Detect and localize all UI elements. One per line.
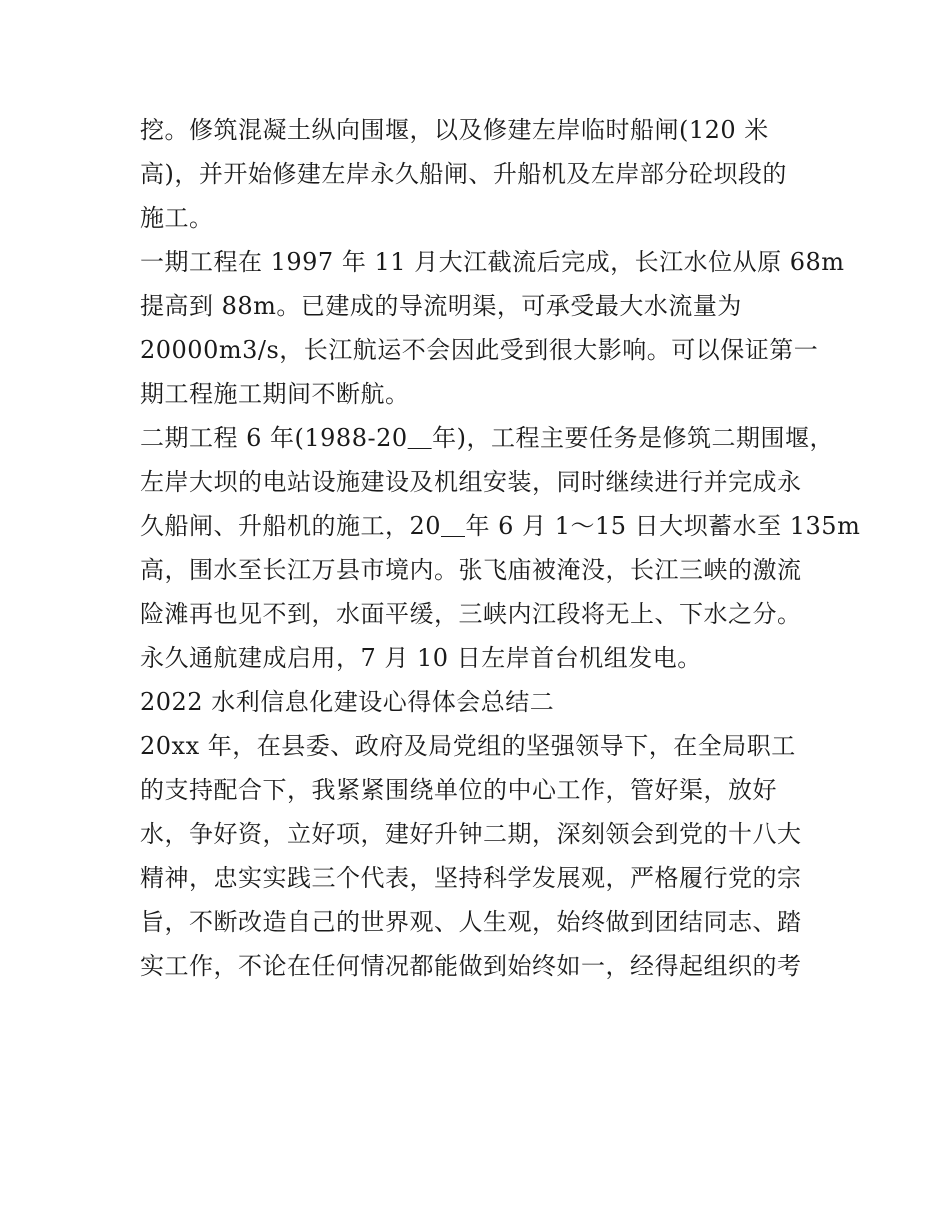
text-line: 旨，不断改造自己的世界观、人生观，始终做到团结同志、踏: [140, 908, 802, 936]
text-line: 水，争好资，立好项，建好升钟二期，深刻领会到党的十八大: [140, 820, 802, 848]
text-line: 二期工程 6 年(1988-20＿年)，工程主要任务是修筑二期围堰，: [140, 424, 834, 452]
text-line: 提高到 88m。已建成的导流明渠，可承受最大水流量为: [140, 292, 742, 320]
text-line: 高)，并开始修建左岸永久船闸、升船机及左岸部分砼坝段的: [140, 160, 787, 188]
text-line: 左岸大坝的电站设施建设及机组安装，同时继续进行并完成永: [140, 468, 802, 496]
text-line: 险滩再也见不到，水面平缓，三峡内江段将无上、下水之分。: [140, 600, 802, 628]
text-line: 20000m3/s，长江航运不会因此受到很大影响。可以保证第一: [140, 336, 819, 364]
text-line: 的支持配合下，我紧紧围绕单位的中心工作，管好渠，放好: [140, 776, 777, 804]
text-line: 期工程施工期间不断航。: [140, 380, 410, 408]
text-line: 一期工程在 1997 年 11 月大江截流后完成，长江水位从原 68m: [140, 248, 845, 276]
document-body: [140, 108, 861, 988]
text-line: 久船闸、升船机的施工，20＿年 6 月 1～15 日大坝蓄水至 135m: [140, 512, 861, 540]
text-line: 实工作，不论在任何情况都能做到始终如一，经得起组织的考: [140, 952, 802, 980]
text-line: 精神，忠实实践三个代表，坚持科学发展观，严格履行党的宗: [140, 864, 802, 892]
text-line: 高，围水至长江万县市境内。张飞庙被淹没，长江三峡的激流: [140, 556, 802, 584]
text-line: 20xx 年，在县委、政府及局党组的坚强领导下，在全局职工: [140, 732, 796, 760]
text-line: 施工。: [140, 204, 214, 232]
text-line: 永久通航建成启用，7 月 10 日左岸首台机组发电。: [140, 644, 702, 672]
text-line: 挖。修筑混凝土纵向围堰，以及修建左岸临时船闸(120 米: [140, 116, 769, 144]
section-heading: 2022 水利信息化建设心得体会总结二: [140, 688, 555, 716]
